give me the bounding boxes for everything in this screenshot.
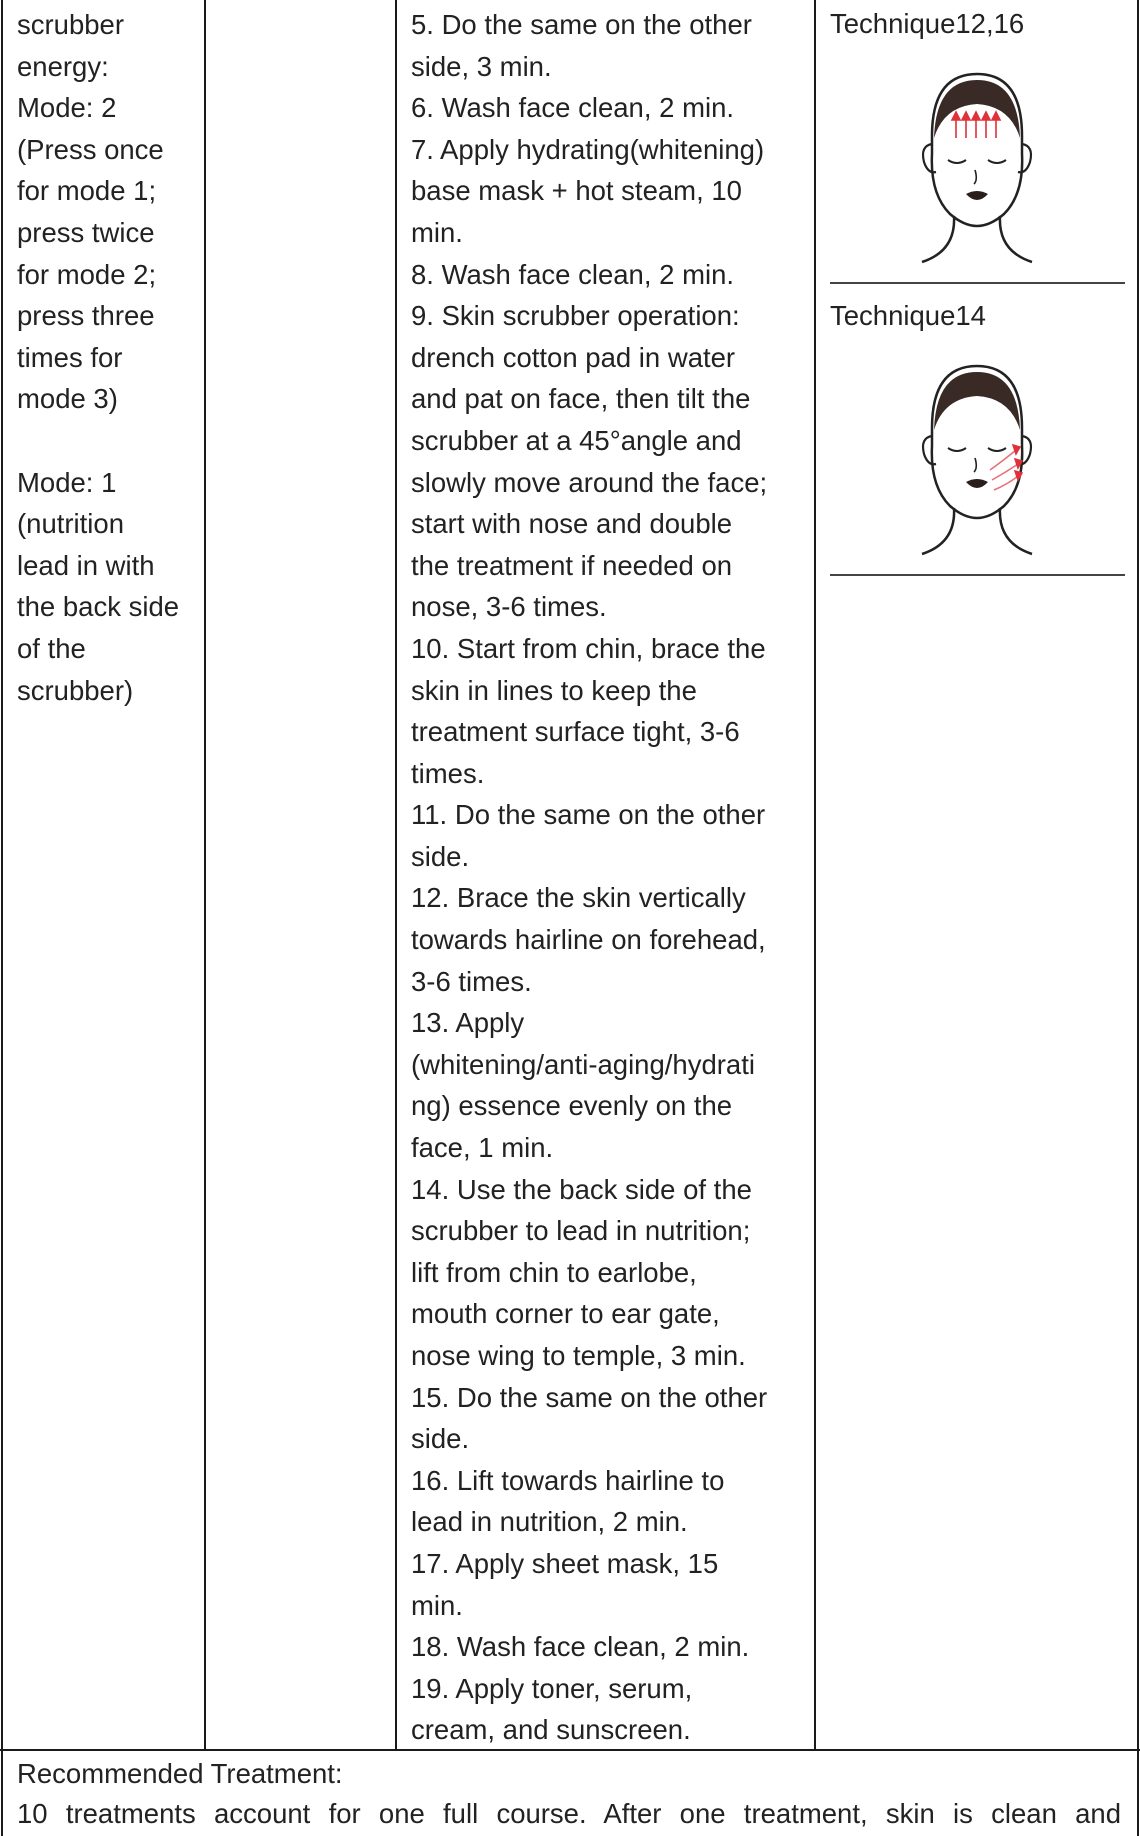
- table-column-divider-3: [814, 0, 816, 1751]
- step-line: 10. Start from chin, brace the: [411, 632, 766, 664]
- recommendation-border-left: [1, 1751, 3, 1836]
- face-forehead-lift-icon: [912, 66, 1042, 276]
- settings-line: [17, 420, 179, 462]
- step-line: slowly move around the face;: [411, 466, 768, 498]
- recommended-treatment-text: 10 treatments account for one full course. After one treatment, skin is clean and: [17, 1798, 1121, 1829]
- table-column-divider-2: [395, 0, 397, 1751]
- step-line: 14. Use the back side of the: [411, 1173, 752, 1205]
- step-line: 11. Do the same on the other: [411, 799, 766, 831]
- settings-line: times for: [17, 341, 123, 373]
- step-line: the treatment if needed on: [411, 549, 733, 581]
- step-line: start with nose and double: [411, 508, 733, 540]
- settings-line: of the: [17, 632, 86, 664]
- settings-line: mode 3): [17, 383, 118, 415]
- step-line: ng) essence evenly on the: [411, 1090, 733, 1122]
- step-line: 12. Brace the skin vertically: [411, 882, 746, 914]
- step-line: skin in lines to keep the: [411, 674, 697, 706]
- settings-line: scrubber): [17, 674, 134, 706]
- technique-label-12-16: Technique12,16: [830, 8, 1025, 39]
- step-line: face, 1 min.: [411, 1132, 554, 1164]
- recommendation-border-right: [1137, 1751, 1139, 1836]
- step-line: nose, 3-6 times.: [411, 591, 607, 623]
- step-line: side.: [411, 840, 470, 872]
- settings-line: the back side: [17, 591, 180, 623]
- step-line: cream, and sunscreen.: [411, 1714, 691, 1746]
- scrubber-settings-text: [17, 4, 179, 711]
- step-line: 13. Apply: [411, 1007, 525, 1039]
- step-line: nose wing to temple, 3 min.: [411, 1340, 746, 1371]
- step-line: 7. Apply hydrating(whitening): [411, 133, 765, 165]
- step-line: 17. Apply sheet mask, 15: [411, 1547, 719, 1579]
- step-line: lift from chin to earlobe,: [411, 1256, 697, 1288]
- step-line: drench cotton pad in water: [411, 341, 736, 373]
- step-line: towards hairline on forehead,: [411, 924, 766, 956]
- empty-cell: [206, 0, 395, 1749]
- step-line: mouth corner to ear gate,: [411, 1298, 720, 1330]
- table-border-right: [1137, 0, 1139, 1751]
- settings-line: press three: [17, 300, 155, 332]
- step-line: treatment surface tight, 3-6: [411, 716, 740, 748]
- settings-line: for mode 1;: [17, 175, 157, 207]
- step-line: min.: [411, 216, 463, 248]
- step-line: 19. Apply toner, serum,: [411, 1672, 693, 1704]
- step-line: base mask + hot steam, 10: [411, 175, 742, 207]
- settings-line: lead in with: [17, 549, 155, 581]
- settings-line: press twice: [17, 216, 155, 248]
- step-line: lead in nutrition, 2 min.: [411, 1506, 688, 1538]
- settings-line: (Press once: [17, 133, 164, 165]
- technique-label-14: Technique14: [830, 300, 986, 331]
- step-line: side.: [411, 1423, 470, 1455]
- step-line: and pat on face, then tilt the: [411, 383, 751, 415]
- settings-line: for mode 2;: [17, 258, 157, 290]
- step-line: 16. Lift towards hairline to: [411, 1464, 725, 1496]
- settings-line: Mode: 2: [17, 92, 117, 124]
- settings-line: Mode: 1: [17, 466, 117, 498]
- step-line: times.: [411, 757, 485, 789]
- step-line: scrubber at a 45°angle and: [411, 424, 742, 456]
- technique-separator: [830, 574, 1125, 576]
- table-border-left: [1, 0, 3, 1751]
- step-line: 8. Wash face clean, 2 min.: [411, 258, 735, 290]
- procedure-steps-list: [411, 4, 767, 1751]
- settings-line: (nutrition: [17, 508, 124, 540]
- recommended-treatment-heading: Recommended Treatment:: [17, 1758, 343, 1789]
- step-line: 18. Wash face clean, 2 min.: [411, 1631, 750, 1663]
- settings-line: energy:: [17, 50, 109, 82]
- step-line: side, 3 min.: [411, 50, 552, 82]
- step-line: 6. Wash face clean, 2 min.: [411, 92, 735, 124]
- step-line: 9. Skin scrubber operation:: [411, 300, 740, 332]
- step-line: 15. Do the same on the other: [411, 1381, 768, 1413]
- step-line: (whitening/anti-aging/hydrati: [411, 1048, 755, 1080]
- step-line: 5. Do the same on the other: [411, 9, 752, 40]
- step-line: scrubber to lead in nutrition;: [411, 1215, 751, 1247]
- face-cheek-lift-icon: [912, 358, 1042, 568]
- technique-separator: [830, 282, 1125, 284]
- settings-line: scrubber: [17, 9, 124, 40]
- step-line: min.: [411, 1589, 463, 1621]
- step-line: 3-6 times.: [411, 965, 532, 997]
